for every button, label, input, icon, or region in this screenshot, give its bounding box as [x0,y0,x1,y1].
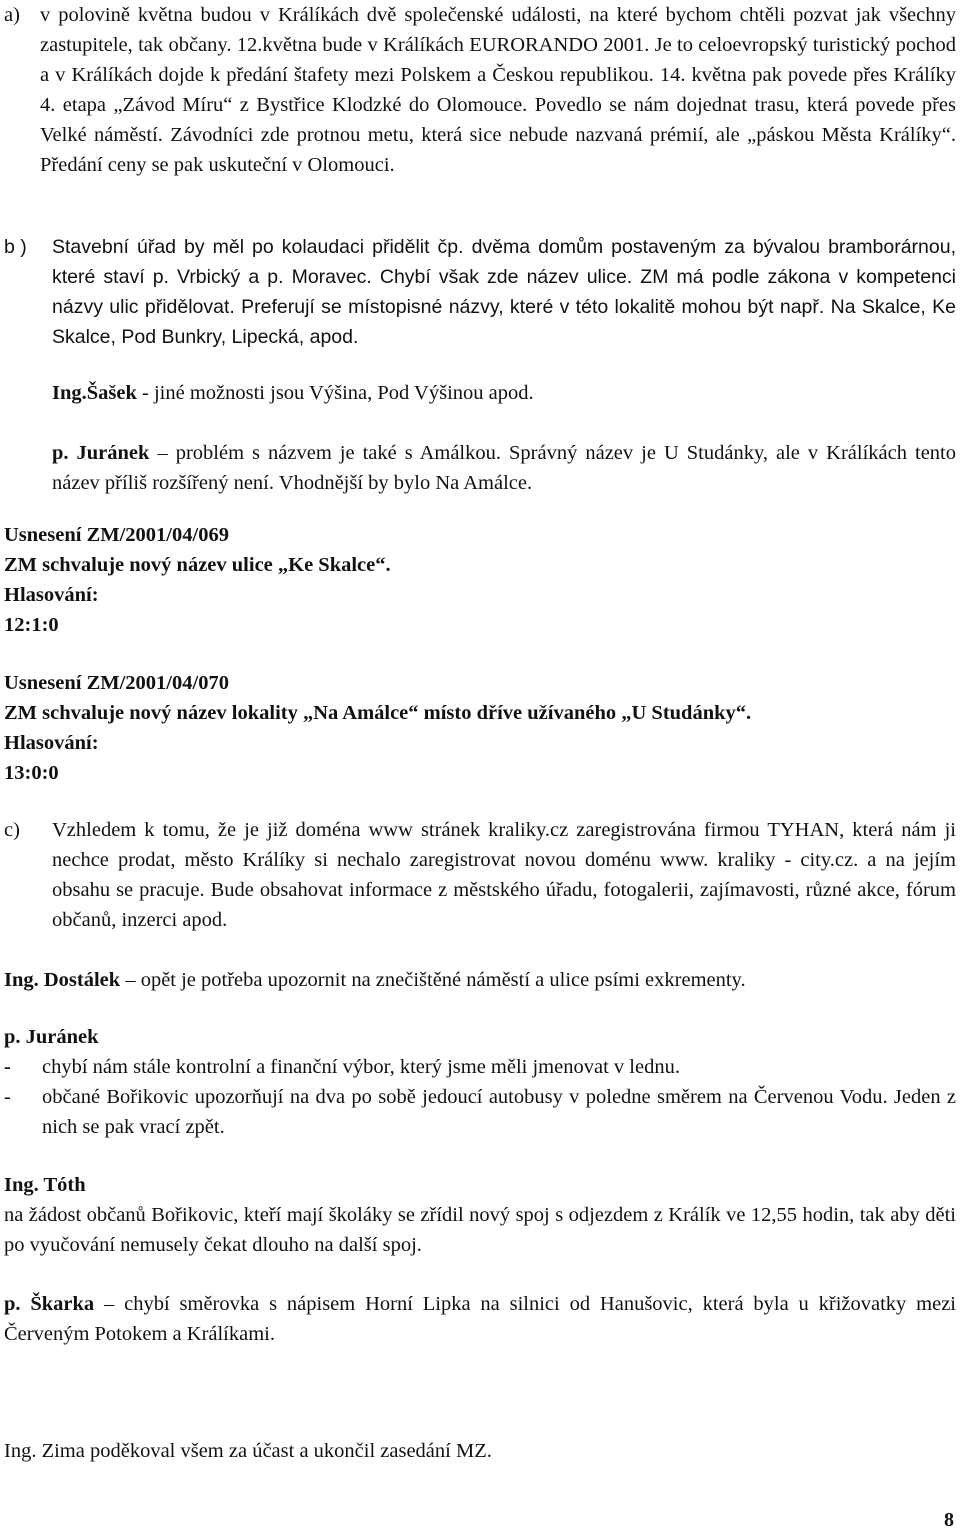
item-a-marker: a) [4,4,20,26]
juranek-2-speaker: p. Juránek [4,1026,99,1048]
item-c-marker: c) [4,819,20,841]
resolution-070-title: ZM schvaluje nový název lokality „Na Amálce“ místo dříve užívaného „U Studánky“. [4,702,752,724]
resolution-070-vote-label: Hlasování: [4,732,99,754]
resolution-069 [4,520,956,640]
juranek-2-item-1-dash: - [4,1056,11,1078]
skarka-speaker: p. Škarka [4,1293,95,1315]
juranek-remark-1 [52,438,956,498]
resolution-069-vote-label: Hlasování: [4,584,99,606]
resolution-070-vote: 13:0:0 [4,762,59,784]
toth-speaker: Ing. Tóth [4,1174,86,1196]
resolution-069-title: ZM schvaluje nový název ulice „Ke Skalce“. [4,554,391,576]
resolution-070-number: Usnesení ZM/2001/04/070 [4,672,229,694]
sasek-text: - jiné možnosti jsou Výšina, Pod Výšinou apod. [136,382,534,404]
dostalek-text: – opět je potřeba upozornit na znečištěné náměstí a ulice psími exkrementy. [120,969,746,991]
skarka-remark [4,1289,956,1349]
juranek-1-text: – problém s názvem je také s Amálkou. Správný název je U Studánky, ale v Králíkách tento název příliš rozšířený není. Vhodnější by bylo Na Amálce. [52,442,956,494]
juranek-2-item-2-dash: - [4,1086,11,1108]
item-b-text: Stavební úřad by měl po kolaudaci přidělit čp. dvěma domům postaveným za bývalou bramborárnou, které staví p. Vrbický a p. Moravec. Chybí však zde název ulice. ZM má podle zákona v kompetenci názvy ulic přidělovat. Preferují se místopisné názvy, které v této lokalitě mohou být např. Na Skalce, Ke Skalce, Pod Bunkry, Lipecká, apod. [52,236,956,348]
page-number: 8 [944,1509,954,1531]
juranek-2-item-1-text: chybí nám stále kontrolní a finanční výbor, který jsme měli jmenovat v lednu. [42,1056,680,1078]
closing-statement: Ing. Zima poděkoval všem za účast a ukončil zasedání MZ. [4,1440,492,1462]
resolution-069-vote: 12:1:0 [4,614,59,636]
dostalek-speaker: Ing. Dostálek [4,969,121,991]
toth-text: na žádost občanů Bořikovic, kteří mají školáky se zřídil nový spoj s odjezdem z Králík ve 12,55 hodin, tak aby děti po vyučování nemusely čekat dlouho na další spoj. [4,1204,956,1256]
resolution-069-number: Usnesení ZM/2001/04/069 [4,524,229,546]
skarka-text: – chybí směrovka s nápisem Horní Lipka na silnici od Hanušovic, která byla u křižovatky mezi Červeným Potokem a Králíkami. [4,1293,956,1345]
item-b-marker: b ) [4,236,27,258]
resolution-070 [4,668,956,788]
dostalek-remark [4,965,956,995]
sasek-speaker: Ing.Šašek [52,382,137,404]
juranek-2-item-2-text: občané Bořikovic upozorňují na dva po sobě jedoucí autobusy v poledne směrem na Červenou Vodu. Jeden z nich se pak vrací zpět. [42,1086,956,1138]
sasek-remark [52,378,956,408]
item-c-text: Vzhledem k tomu, že je již doména www stránek kraliky.cz zaregistrována firmou TYHAN, která nám ji nechce prodat, město Králíky si nechalo zaregistrovat novou doménu www. kraliky - city.cz. a na jejím obsahu se pracuje. Bude obsahovat informace z městského úřadu, fotogalerii, zajímavosti, různé akce, fórum občanů, inzerci apod. [52,819,956,931]
item-a-text: v polovině května budou v Králíkách dvě společenské události, na které bychom chtěli pozvat jak všechny zastupitele, tak občany. 12.května bude v Králíkách EURORANDO 2001. Je to celoevropský turistický pochod a v Králíkách dojde k předání štafety mezi Polskem a Českou republikou. 14. května pak povede přes Králíky 4. etapa „Závod Míru“ z Bystřice Klodzké do Olomouce. Povedlo se nám dojednat trasu, která povede přes Velké náměstí. Závodníci zde protnou metu, která sice nebude nazvaná prémií, ale „páskou Města Králíky“. Předání ceny se pak uskuteční v Olomouci. [40,4,956,176]
juranek-1-speaker: p. Juránek [52,442,150,464]
